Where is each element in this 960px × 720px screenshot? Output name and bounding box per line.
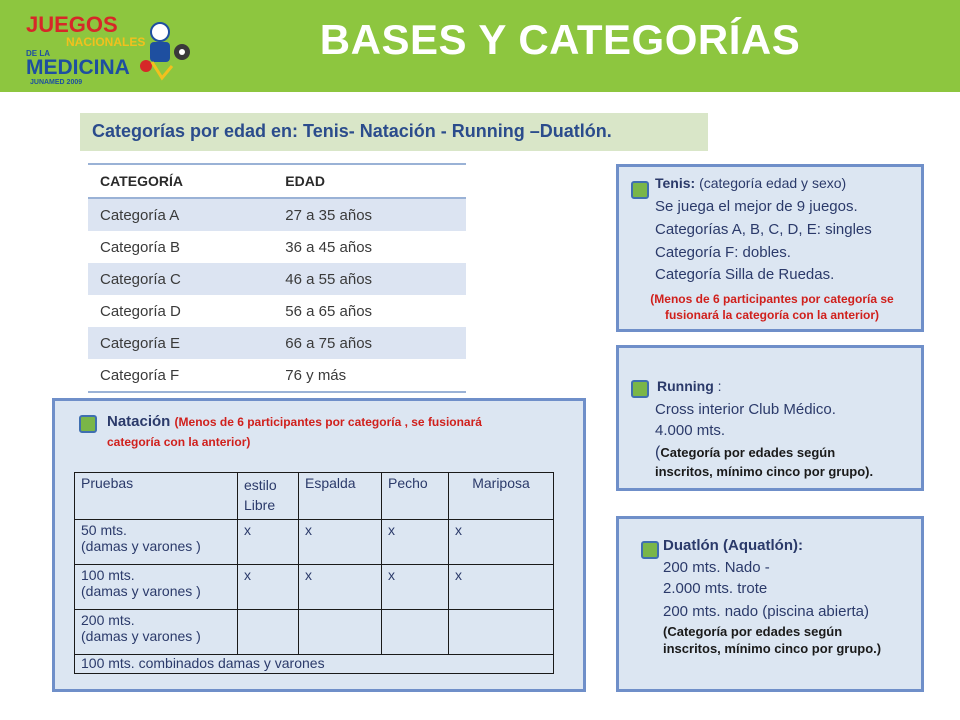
header-espalda: Espalda xyxy=(299,473,382,520)
header-mariposa: Mariposa xyxy=(449,473,554,520)
subtitle-text: Categorías por edad en: Tenis- Natación - Running –Duatlón. xyxy=(92,121,612,141)
running-heading xyxy=(657,378,722,394)
svg-text:MEDICINA: MEDICINA xyxy=(26,56,130,79)
header-estilo-libre: estilo Libre xyxy=(238,473,299,520)
duatlon-line: 2.000 mts. trote xyxy=(663,580,768,597)
prueba-cell xyxy=(75,610,238,655)
running-note-text: inscritos, mínimo cinco por grupo). xyxy=(655,464,874,479)
tenis-line: Categoría Silla de Ruedas. xyxy=(655,266,835,283)
table-row xyxy=(88,231,466,263)
table-header-row xyxy=(88,164,466,198)
junamed-logo xyxy=(22,8,202,88)
mark-cell xyxy=(238,610,299,655)
mark-cell: x xyxy=(449,565,554,610)
age-cell: 46 a 55 años xyxy=(273,263,466,295)
age-cell: 76 y más xyxy=(273,359,466,392)
natacion-label: Natación xyxy=(107,413,171,430)
mark-cell xyxy=(299,610,382,655)
tenis-note: (Menos de 6 participantes por categoría se xyxy=(650,292,894,306)
header-pecho: Pecho xyxy=(382,473,449,520)
table-row xyxy=(75,610,554,655)
table-row xyxy=(88,359,466,392)
subtitle-banner xyxy=(80,113,708,151)
table-row xyxy=(88,198,466,231)
running-label-suffix: : xyxy=(713,378,722,394)
running-box xyxy=(616,345,924,491)
duatlon-box xyxy=(616,516,924,692)
natacion-note: categoría con la anterior) xyxy=(107,435,251,449)
tenis-label: Tenis: xyxy=(655,175,696,191)
duatlon-heading xyxy=(663,537,803,554)
table-footer-row xyxy=(75,655,554,674)
svg-text:DE LA: DE LA xyxy=(26,49,50,58)
svg-text:JUEGOS: JUEGOS xyxy=(26,12,118,37)
duatlon-label: Duatlón (Aquatlón): xyxy=(663,537,803,554)
header-categoria: CATEGORÍA xyxy=(88,164,273,198)
combinados-cell: 100 mts. combinados damas y varones xyxy=(75,655,554,674)
category-cell: Categoría E xyxy=(88,327,273,359)
table-row xyxy=(88,263,466,295)
mark-cell: x xyxy=(299,565,382,610)
tenis-line: Categorías A, B, C, D, E: singles xyxy=(655,221,872,238)
table-row xyxy=(88,327,466,359)
prueba-distance: 100 mts. xyxy=(81,567,135,583)
age-cell: 66 a 75 años xyxy=(273,327,466,359)
mark-cell xyxy=(382,610,449,655)
tenis-line: Se juega el mejor de 9 juegos. xyxy=(655,198,858,215)
tenis-line: Categoría F: dobles. xyxy=(655,244,791,261)
prueba-distance: 200 mts. xyxy=(81,612,135,628)
category-cell: Categoría F xyxy=(88,359,273,392)
mark-cell: x xyxy=(238,565,299,610)
prueba-cell xyxy=(75,565,238,610)
duatlon-line: 200 mts. nado (piscina abierta) xyxy=(663,603,869,620)
tenis-box xyxy=(616,164,924,332)
running-label: Running xyxy=(657,378,714,394)
tenis-label-detail: (categoría edad y sexo) xyxy=(695,175,847,191)
running-line: Cross interior Club Médico. xyxy=(655,401,836,418)
bullet-square-icon xyxy=(641,541,659,559)
table-row xyxy=(75,565,554,610)
mark-cell: x xyxy=(299,520,382,565)
category-cell: Categoría B xyxy=(100,238,181,256)
categories-table xyxy=(88,163,466,393)
age-cell: 56 a 65 años xyxy=(285,302,373,320)
mark-cell: x xyxy=(449,520,554,565)
table-row xyxy=(75,520,554,565)
svg-text:JUNAMED 2009: JUNAMED 2009 xyxy=(30,79,83,86)
table-header-row xyxy=(75,473,554,520)
tenis-heading xyxy=(655,175,846,191)
duatlon-note: (Categoría por edades según xyxy=(663,624,843,639)
prueba-distance: 50 mts. xyxy=(81,522,127,538)
prueba-sub: (damas y varones ) xyxy=(81,583,201,599)
mark-cell: x xyxy=(382,565,449,610)
page-title: BASES Y CATEGORÍAS xyxy=(319,16,801,63)
bullet-square-icon xyxy=(79,415,97,433)
category-cell: Categoría C xyxy=(88,263,273,295)
natacion-note: (Menos de 6 participantes por categoría , se fusionará xyxy=(174,415,482,429)
category-cell: Categoría A xyxy=(88,198,273,231)
mascot-icon xyxy=(140,23,190,78)
svg-text:NACIONALES: NACIONALES xyxy=(66,35,146,49)
running-line: 4.000 mts. xyxy=(655,422,726,439)
tenis-note: fusionará la categoría con la anterior) xyxy=(664,308,880,322)
prueba-sub: (damas y varones ) xyxy=(81,538,201,554)
natacion-table xyxy=(74,472,554,674)
natacion-heading xyxy=(107,413,482,430)
header-bar xyxy=(0,0,960,92)
mark-cell xyxy=(449,610,554,655)
mark-cell: x xyxy=(238,520,299,565)
table-row xyxy=(88,295,466,327)
header-edad: EDAD xyxy=(273,164,466,198)
running-note xyxy=(655,444,835,462)
duatlon-line: 200 mts. Nado - xyxy=(663,559,770,576)
age-cell: 27 a 35 años xyxy=(273,198,466,231)
bullet-square-icon xyxy=(631,380,649,398)
age-cell: 36 a 45 años xyxy=(285,238,373,256)
mark-cell: x xyxy=(382,520,449,565)
bullet-square-icon xyxy=(631,181,649,199)
category-cell: Categoría D xyxy=(100,302,181,320)
header-pruebas: Pruebas xyxy=(75,473,238,520)
prueba-cell xyxy=(75,520,238,565)
duatlon-note: inscritos, mínimo cinco por grupo.) xyxy=(663,641,882,656)
running-note-text: Categoría por edades según xyxy=(660,445,836,460)
running-note-paren: ( xyxy=(655,444,661,461)
prueba-sub: (damas y varones ) xyxy=(81,628,201,644)
